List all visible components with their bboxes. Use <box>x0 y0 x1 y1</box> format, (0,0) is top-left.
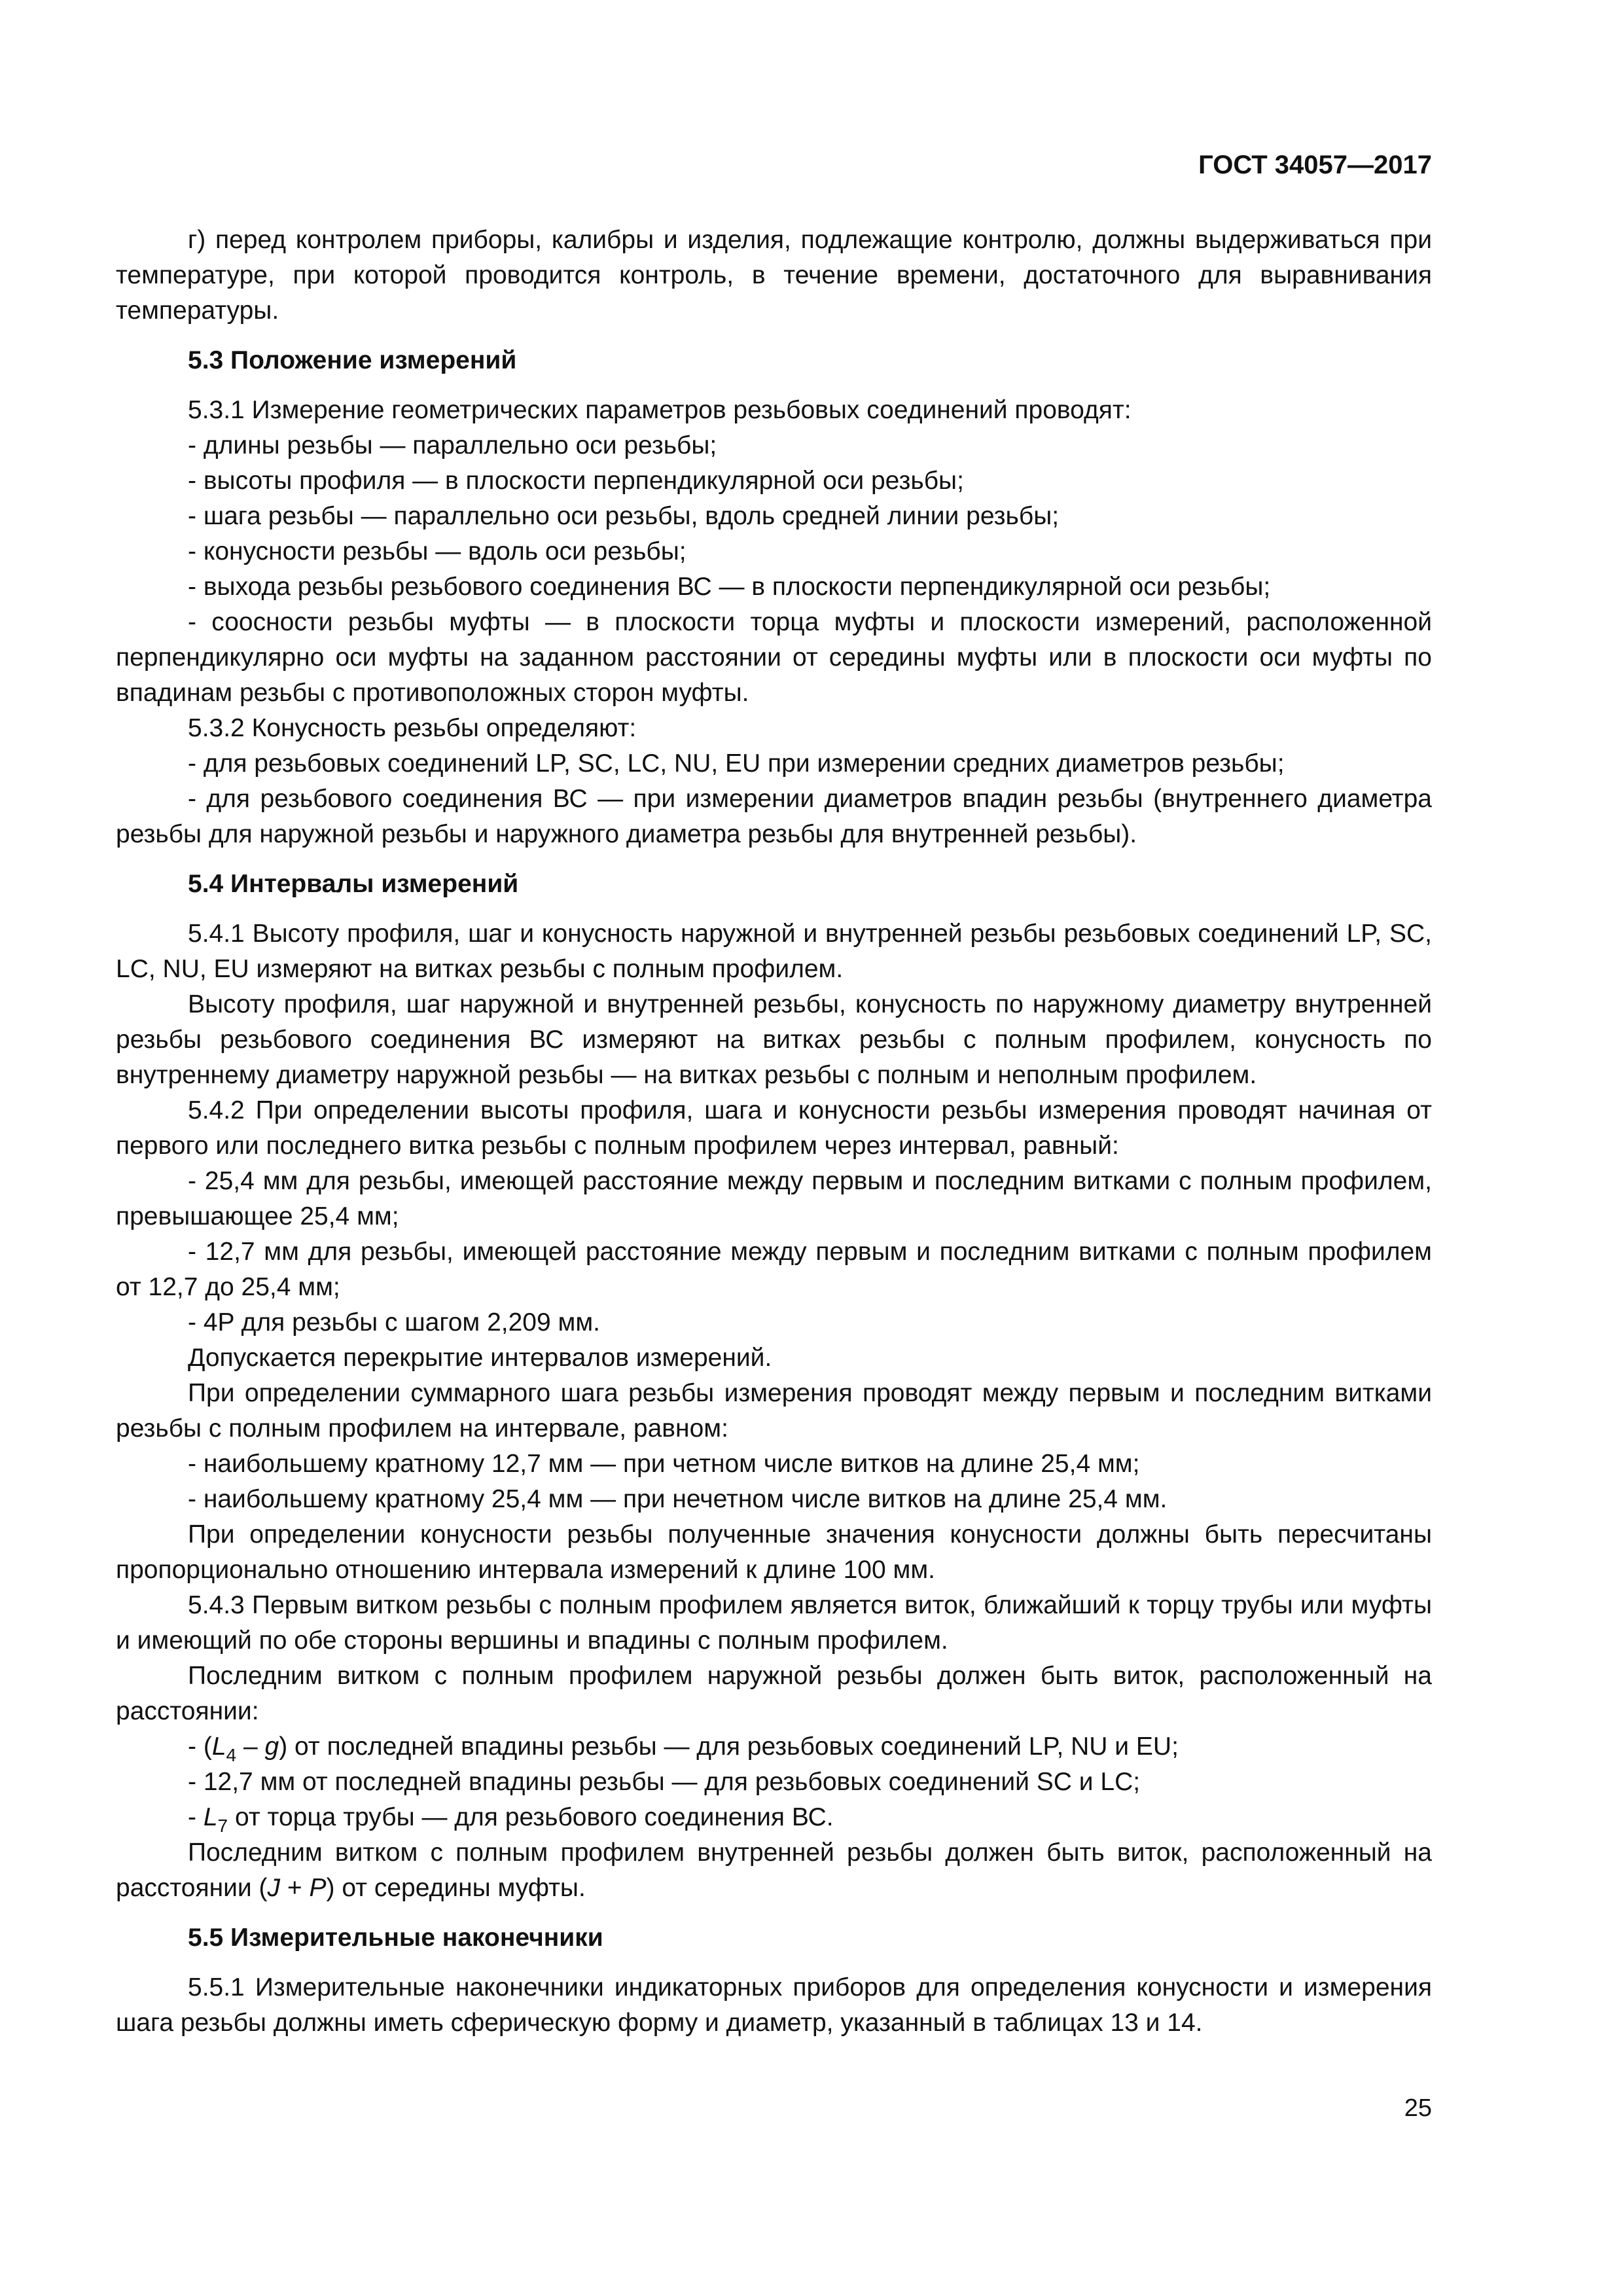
paragraph-total-pitch: При определении суммарного шага резьбы измерения проводят между первым и последним витками резьбы с полным профилем на интервале, равном: <box>116 1379 1432 1443</box>
list-item: - длины резьбы — параллельно оси резьбы; <box>188 431 717 459</box>
list-item: - шага резьбы — параллельно оси резьбы, вдоль средней линии резьбы; <box>188 502 1060 530</box>
paragraph-last-thread-internal <box>116 1835 1432 1906</box>
paragraph-overlap: Допускается перекрытие интервалов измерений. <box>188 1344 772 1372</box>
list-item: - 4P для резьбы с шагом 2,209 мм. <box>188 1308 600 1336</box>
paragraph-last-thread-external: Последним витком с полным профилем наружной резьбы должен быть виток, расположенный на расстоянии: <box>116 1662 1432 1725</box>
formula-variable: L <box>211 1732 226 1761</box>
page-number: 25 <box>1404 2094 1432 2122</box>
list-item: - наибольшему кратному 25,4 мм — при нечетном числе витков на длине 25,4 мм. <box>188 1485 1168 1513</box>
formula-variable: J <box>267 1874 281 1902</box>
text-segment: ) от последней впадины резьбы — для резьбовых соединений LP, NU и EU; <box>279 1732 1179 1761</box>
list-item: - выхода резьбы резьбового соединения ВС — в плоскости перпендикулярной оси резьбы; <box>188 573 1271 601</box>
section-5-3-title: 5.3 Положение измерений <box>188 346 517 374</box>
text-segment: – <box>236 1732 265 1761</box>
list-item <box>116 1729 1432 1765</box>
text-segment: + <box>280 1874 310 1902</box>
list-item: - 12,7 мм для резьбы, имеющей расстояние между первым и последним витками с полным профилем от 12,7 до 25,4 мм; <box>116 1238 1432 1301</box>
formula-subscript: 4 <box>226 1744 237 1765</box>
paragraph-5-4-2: 5.4.2 При определении высоты профиля, шага и конусности резьбы измерения проводят начиная от первого или последнего витка резьбы с полным профилем через интервал, равный: <box>116 1096 1432 1160</box>
paragraph-g: г) перед контролем приборы, калибры и изделия, подлежащие контролю, должны выдерживаться при температуре, при которой проводится контроль, в течение времени, достаточного для выравнивания температуры. <box>116 226 1432 325</box>
list-item: - высоты профиля — в плоскости перпендикулярной оси резьбы; <box>188 467 964 495</box>
text-segment: - <box>188 1803 204 1831</box>
paragraph-5-5-1: 5.5.1 Измерительные наконечники индикаторных приборов для определения конусности и измерения шага резьбы должны иметь сферическую форму и диаметр, указанный в таблицах 13 и 14. <box>116 1973 1432 2037</box>
list-item: - 12,7 мм от последней впадины резьбы — для резьбовых соединений SC и LC; <box>188 1768 1141 1796</box>
paragraph-5-4-1-bc: Высоту профиля, шаг наружной и внутренней резьбы, конусность по наружному диаметру внутренней резьбы резьбового соединения ВС измеряют на витках резьбы с полным профилем, конусность по внутреннему диаметру наружной резьбы — на витках резьбы с полным и неполным профилем. <box>116 990 1432 1089</box>
formula-subscript: 7 <box>217 1815 228 1836</box>
paragraph-5-3-1: 5.3.1 Измерение геометрических параметров резьбовых соединений проводят: <box>188 396 1132 424</box>
text-segment: Последним витком с полным профилем внутренней резьбы должен быть виток, расположенный на расстоянии ( <box>116 1839 1432 1902</box>
list-item: - наибольшему кратному 12,7 мм — при четном числе витков на длине 25,4 мм; <box>188 1450 1140 1478</box>
document-header: ГОСТ 34057—2017 <box>1198 151 1432 179</box>
list-item: - для резьбовых соединений LP, SC, LC, NU, EU при измерении средних диаметров резьбы; <box>188 749 1285 778</box>
paragraph-5-4-1: 5.4.1 Высоту профиля, шаг и конусность наружной и внутренней резьбы резьбовых соединений LP, SC, LC, NU, EU измеряют на витках резьбы с полным профилем. <box>116 920 1432 983</box>
formula-variable: g <box>264 1732 279 1761</box>
text-segment: от торца трубы — для резьбового соединения ВС. <box>228 1803 834 1831</box>
paragraph-5-4-3: 5.4.3 Первым витком резьбы с полным профилем является виток, ближайший к торцу трубы или муфты и имеющий по обе стороны вершины и впадины с полным профилем. <box>116 1591 1432 1655</box>
paragraph-taper: При определении конусности резьбы полученные значения конусности должны быть пересчитаны пропорционально отношению интервала измерений к длине 100 мм. <box>116 1520 1432 1584</box>
list-item: - 25,4 мм для резьбы, имеющей расстояние между первым и последним витками с полным профилем, превышающее 25,4 мм; <box>116 1167 1432 1230</box>
section-5-5-title: 5.5 Измерительные наконечники <box>188 1924 603 1952</box>
text-segment: ) от середины муфты. <box>326 1874 586 1902</box>
list-item <box>116 1800 1432 1835</box>
list-item: - соосности резьбы муфты — в плоскости торца муфты и плоскости измерений, расположенной перпендикулярно оси муфты на заданном расстоянии от середины муфты или в плоскости оси муфты по впадинам резьбы с противоположных сторон муфты. <box>116 608 1432 707</box>
text-segment: - ( <box>188 1732 212 1761</box>
formula-variable: L <box>203 1803 218 1831</box>
list-item: - для резьбового соединения ВС — при измерении диаметров впадин резьбы (внутреннего диаметра резьбы для наружной резьбы и наружного диаметра резьбы для внутренней резьбы). <box>116 785 1432 848</box>
section-5-4-title: 5.4 Интервалы измерений <box>188 870 519 898</box>
paragraph-5-3-2: 5.3.2 Конусность резьбы определяют: <box>188 714 637 742</box>
list-item: - конусности резьбы — вдоль оси резьбы; <box>188 537 687 565</box>
formula-variable: P <box>309 1874 327 1902</box>
document-body <box>116 223 1432 2041</box>
